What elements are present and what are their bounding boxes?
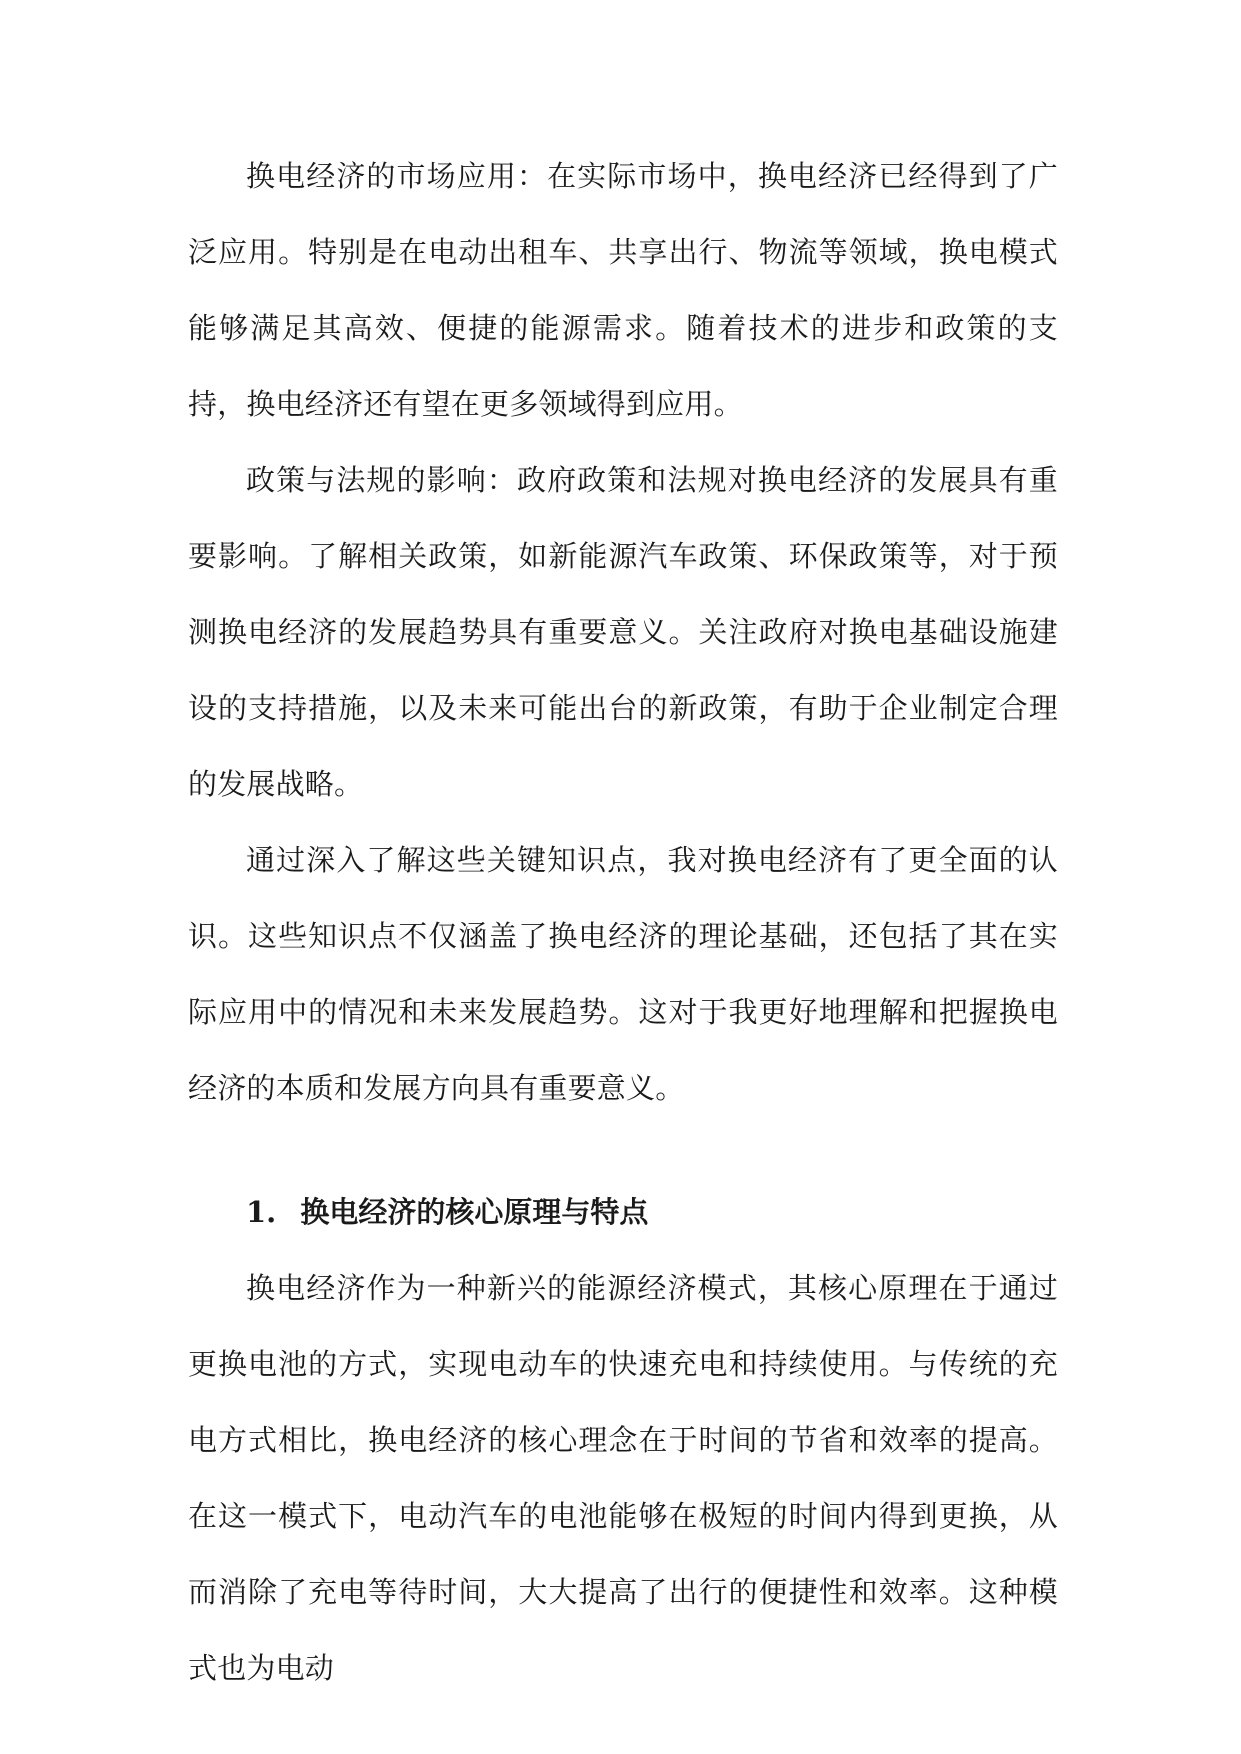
section-gap: [188, 1126, 1058, 1174]
section-number: 1.: [246, 1195, 277, 1229]
paragraph-summary: 通过深入了解这些关键知识点，我对换电经济有了更全面的认识。这些知识点不仅涵盖了换电经济的理论基础，还包括了其在实际应用中的情况和未来发展趋势。这对于我更好地理解和把握换电经济的本质和发展方向具有重要意义。: [188, 843, 1058, 1105]
document-page: [188, 138, 1058, 1706]
paragraph-policy-impact: 政策与法规的影响：政府政策和法规对换电经济的发展具有重要影响。了解相关政策，如新能源汽车政策、环保政策等，对于预测换电经济的发展趋势具有重要意义。关注政府对换电基础设施建设的支持措施，以及未来可能出台的新政策，有助于企业制定合理的发展战略。: [188, 463, 1058, 801]
section-heading: [188, 1174, 1058, 1250]
paragraph-market-application: 换电经济的市场应用：在实际市场中，换电经济已经得到了广泛应用。特别是在电动出租车、共享出行、物流等领域，换电模式能够满足其高效、便捷的能源需求。随着技术的进步和政策的支持，换电经济还有望在更多领域得到应用。: [188, 159, 1058, 421]
paragraph-core-principle: 换电经济作为一种新兴的能源经济模式，其核心原理在于通过更换电池的方式，实现电动车的快速充电和持续使用。与传统的充电方式相比，换电经济的核心理念在于时间的节省和效率的提高。在这一模式下，电动汽车的电池能够在极短的时间内得到更换，从而消除了充电等待时间，大大提高了出行的便捷性和效率。这种模式也为电动: [188, 1271, 1058, 1685]
section-title: 换电经济的核心原理与特点: [300, 1195, 649, 1229]
